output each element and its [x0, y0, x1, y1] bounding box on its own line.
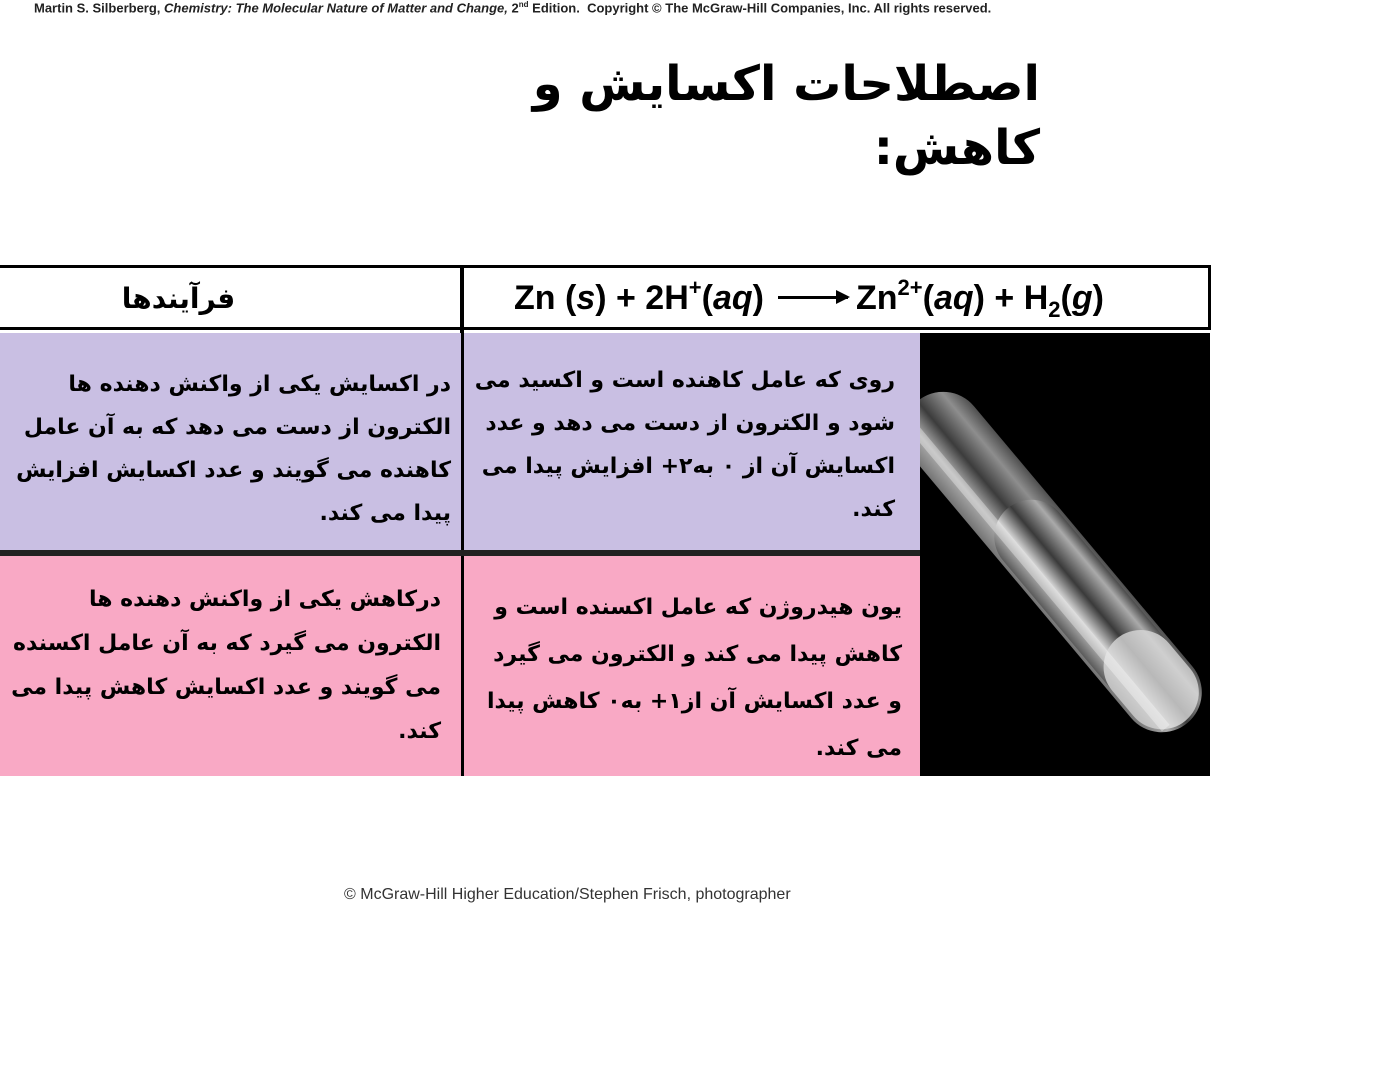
- photo-credit: © McGraw-Hill Higher Education/Stephen Frisch, photographer: [344, 886, 791, 903]
- eq-aq2: aq: [933, 279, 974, 317]
- book-title: Chemistry: The Molecular Nature of Matter and Change,: [164, 0, 508, 16]
- eq-aq2-open: (: [922, 279, 934, 317]
- eq-h2-subscript: 2: [1048, 297, 1061, 322]
- copyright-text: Copyright © The McGraw-Hill Companies, Inc. All rights reserved.: [587, 0, 992, 16]
- edition-word: Edition.: [532, 0, 580, 16]
- edition-number: 2: [511, 0, 519, 16]
- test-tube-photo: [920, 333, 1210, 776]
- redox-table: [0, 265, 1211, 776]
- equation-header: [461, 265, 1211, 330]
- eq-s: s: [576, 279, 596, 317]
- copyright-line: [34, 0, 991, 15]
- eq-zn2: Zn: [855, 279, 898, 317]
- eq-aq2-close: ) + H: [973, 279, 1049, 317]
- eq-zn: Zn (: [514, 279, 577, 317]
- eq-aq1-close: ): [752, 279, 764, 317]
- eq-zn-charge: 2+: [897, 275, 923, 300]
- oxidation-example-cell: روی که عامل کاهنده است و اکسید می شود و الکترون از دست می دهد و عدد اکسایش آن از ۰ به۲+ افزایش پیدا می کند.: [464, 333, 920, 553]
- page-title: اصطلاحات اکسایش و کاهش:: [532, 56, 1040, 176]
- eq-plus-2h: ) + 2H: [595, 279, 689, 317]
- oxidation-process-cell: در اکسایش یکی از واکنش دهنده ها الکترون از دست می دهد که به آن عامل کاهنده می گویند و عدد اکسایش افزایش پیدا می کند.: [0, 333, 461, 553]
- author-name: Martin S. Silberberg,: [34, 0, 161, 16]
- reduction-process-cell: درکاهش یکی از واکنش دهنده ها الکترون می گیرد که به آن عامل اکسنده می گویند و عدد اکسایش کاهش پیدا می کند.: [0, 556, 461, 776]
- reduction-example-cell: یون هیدروژن که عامل اکسنده است و کاهش پیدا می کند و الکترون می گیرد و عدد اکسایش آن از۱+ به۰ کاهش پیدا می کند.: [464, 556, 920, 776]
- eq-g-close: ): [1092, 279, 1104, 317]
- eq-aq1: aq: [712, 279, 753, 317]
- eq-g-open: (: [1060, 279, 1072, 317]
- reaction-arrow-icon: [778, 296, 848, 299]
- eq-h-charge: +: [688, 275, 702, 300]
- processes-header: [0, 265, 461, 330]
- edition-suffix: nd: [518, 0, 529, 9]
- eq-g: g: [1071, 279, 1093, 317]
- eq-aq1-open: (: [701, 279, 713, 317]
- processes-header-label: فرآیندها: [121, 282, 236, 315]
- test-tube-icon: [920, 333, 1210, 776]
